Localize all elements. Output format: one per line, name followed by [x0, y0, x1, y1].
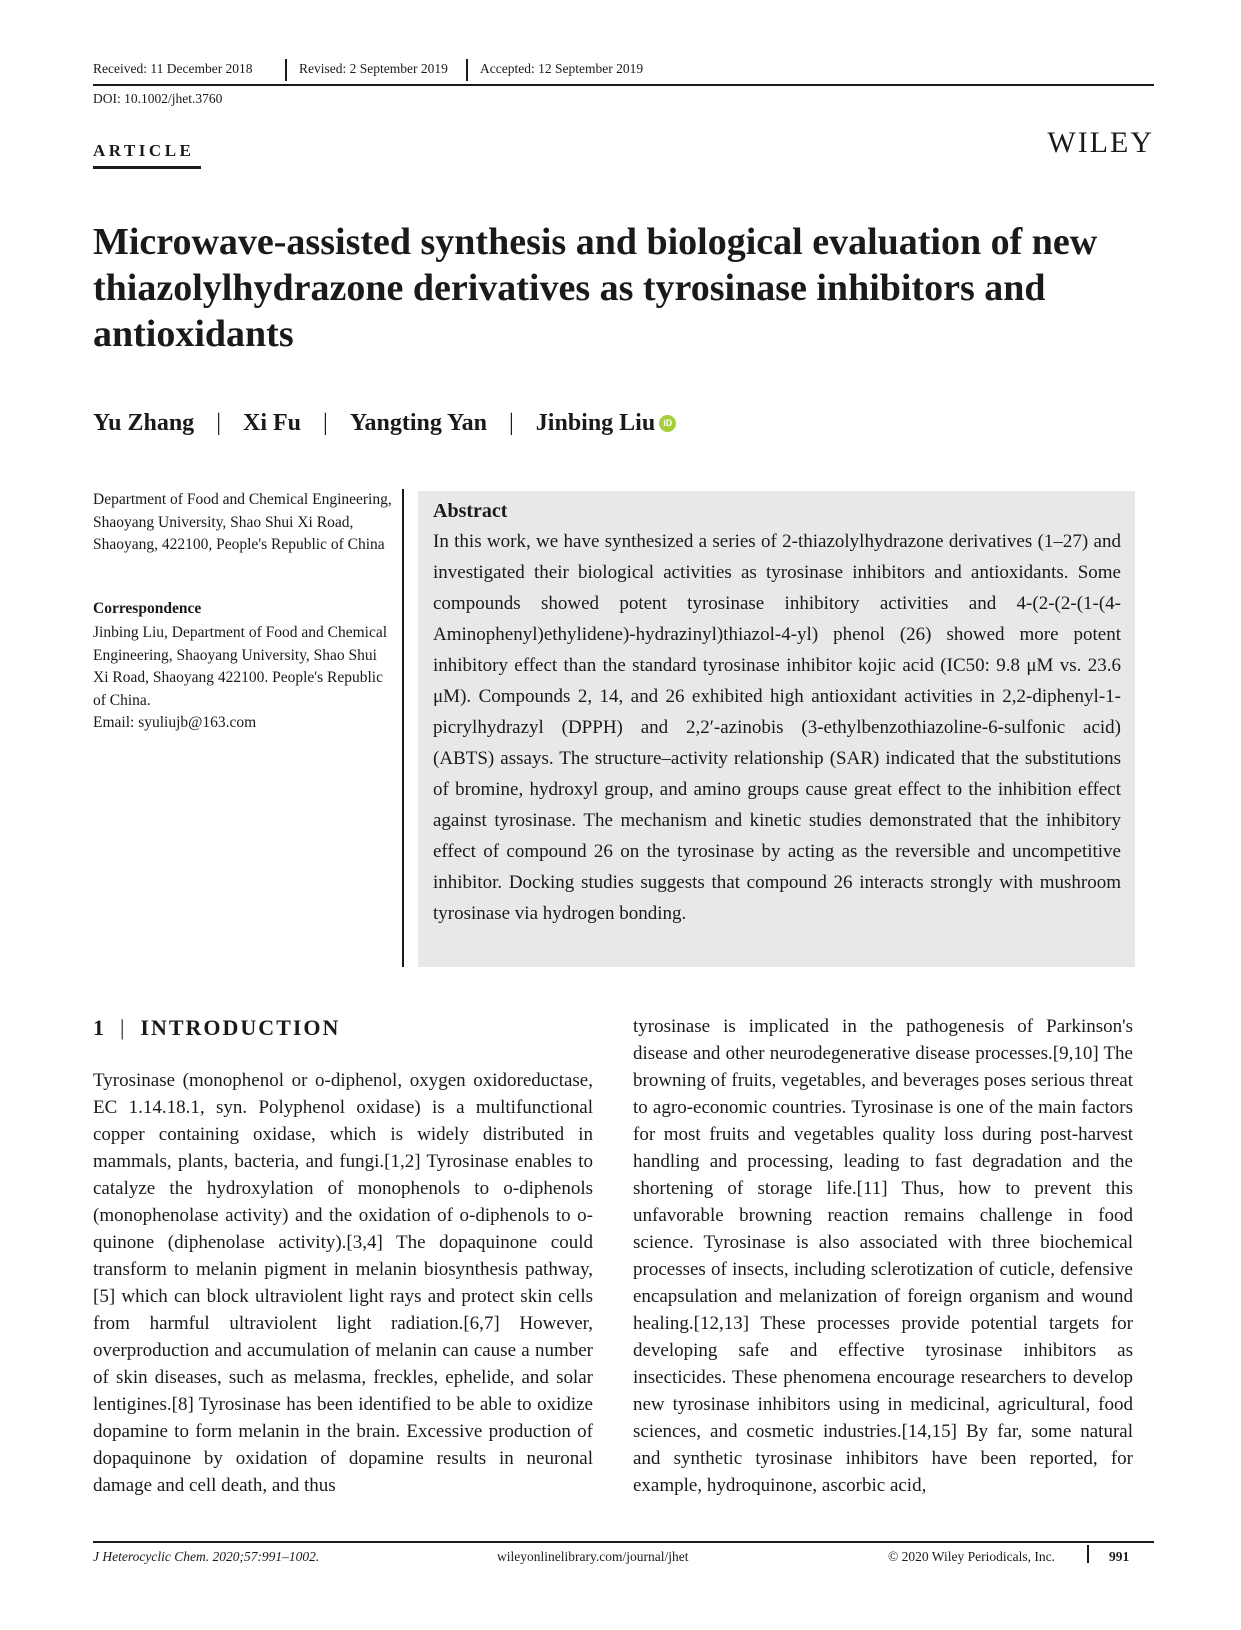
revised-date: Revised: 2 September 2019 [299, 61, 448, 76]
footer-copyright: © 2020 Wiley Periodicals, Inc. [888, 1549, 1055, 1564]
section-separator: | [120, 1015, 127, 1040]
correspondence-email[interactable]: Email: syuliujb@163.com [93, 714, 257, 731]
section-heading [93, 1015, 340, 1041]
author-name[interactable]: Xi Fu [243, 410, 302, 436]
affiliation: Department of Food and Chemical Engineering, Shaoyang University, Shao Shui Xi Road, Shaoyang, 422100, People's Republic of China [93, 491, 392, 553]
page-number: 991 [1109, 1549, 1130, 1564]
author-list [93, 410, 676, 437]
author-separator: | [508, 410, 514, 436]
author-name[interactable]: Jinbing Liu [535, 410, 656, 436]
paper-title: Microwave-assisted synthesis and biological evaluation of new thiazolylhydrazone derivatives as tyrosinase inhibitors and antioxidants [93, 221, 1098, 355]
section-title: INTRODUCTION [140, 1015, 341, 1040]
author-separator: | [216, 410, 221, 436]
received-date: Received: 11 December 2018 [93, 61, 253, 76]
column-divider [402, 489, 404, 967]
correspondence-heading: Correspondence [93, 600, 202, 617]
author-separator: | [323, 410, 328, 436]
article-type-label: ARTICLE [93, 141, 195, 160]
intro-right-column: tyrosinase is implicated in the pathogenesis of Parkinson's disease and other neurodegenerative disease processes.[9,10] The browning of fruits, vegetables, and beverages poses serious threat to agro-economic countries. Tyrosinase is one of the main factors for most fruits and vegetables quality loss during post-harvest handling and processing, leading to fast degradation and the shortening of storage life.[11] Thus, how to prevent this unfavorable browning reaction remains challenge in food science. Tyrosinase is also associated with three biochemical processes of insects, including sclerotization of cuticle, defensive encapsulation and melanization of foreign organism and wound healing.[12,13] These processes provide potential targets for developing safe and effective tyrosinase inhibitors as insecticides. These phenomena encourage researchers to develop new tyrosinase inhibitors using in medicinal, agricultural, food sciences, and cosmetic industries.[14,15] By far, some natural and synthetic tyrosinase inhibitors have been reported, for example, hydroquinone, ascorbic acid, [633, 1016, 1133, 1496]
accepted-date: Accepted: 12 September 2019 [480, 61, 644, 76]
abstract-text: In this work, we have synthesized a series of 2-thiazolylhydrazone derivatives (1–27) and investigated their biological activities as tyrosinase inhibitors and antioxidants. Some compounds showed potent tyrosinase inhibitory activities and 4-(2-(2-(1-(4-Aminophenyl)ethylidene)-hydrazinyl)thiazol-4-yl) phenol (26) showed more potent inhibitory effect than the standard tyrosinase inhibitor kojic acid (IC50: 9.8 μM vs. 23.6 μM). Compounds 2, 14, and 26 exhibited high antioxidant activities in 2,2-diphenyl-1-picrylhydrazyl (DPPH) and 2,2′-azinobis (3-ethylbenzothiazoline-6-sulfonic acid) (ABTS) assays. The structure–activity relationship (SAR) indicated that the substitutions of bromine, hydroxyl group, and amino groups cause great effect to the inhibition effect against tyrosinase. The mechanism and kinetic studies demonstrated that the inhibitory effect of compound 26 on the tyrosinase by acting as the reversible and uncompetitive inhibitor. Docking studies suggests that compound 26 interacts strongly with mushroom tyrosinase via hydrogen bonding. [433, 531, 1121, 924]
author-name[interactable]: Yangting Yan [349, 410, 487, 436]
intro-left-column: Tyrosinase (monophenol or o-diphenol, oxygen oxidoreductase, EC 1.14.18.1, syn. Polyphenol oxidase) is a multifunctional copper containing oxidase, which is widely distributed in mammals, plants, bacteria, and fungi.[1,2] Tyrosinase enables to catalyze the hydroxylation of monophenols to o-diphenols (monophenolase activity) and the oxidation of o-diphenols to o-quinone (diphenolase activity).[3,4] The dopaquinone could transform to melanin pigment in melanin biosynthesis pathway,[5] which can block ultraviolent light rays and protect skin cells from harmful ultraviolent light radiation.[6,7] However, overproduction and accumulation of melanin can cause a number of skin diseases, such as melasma, freckles, ephelide, and solar lentigines.[8] Tyrosinase has been identified to be able to oxidize dopamine to form melanin in the brain. Excessive production of dopaquinone by oxidation of dopamine results in neuronal damage and cell death, and thus [93, 1070, 593, 1496]
article-label-underline [93, 166, 201, 169]
correspondence-text: Jinbing Liu, Department of Food and Chemical Engineering, Shaoyang University, Shao Shui Xi Road, Shaoyang 422100. People's Republic of China. [93, 624, 388, 709]
footer-journal: J Heterocyclic Chem. 2020;57:991–1002. [93, 1549, 320, 1564]
wiley-logo: WILEY [1047, 126, 1154, 159]
header-divider [285, 59, 287, 81]
correspondence-block [93, 622, 393, 735]
author-name[interactable]: Yu Zhang [93, 410, 195, 436]
section-number: 1 [93, 1015, 106, 1040]
header-divider [466, 59, 468, 81]
footer-divider [1087, 1545, 1089, 1563]
abstract-heading: Abstract [433, 500, 508, 522]
orcid-icon[interactable]: iD [659, 415, 676, 432]
footer-url[interactable]: wileyonlinelibrary.com/journal/jhet [497, 1549, 689, 1564]
footer-rule [93, 1541, 1154, 1543]
doi-link[interactable]: DOI: 10.1002/jhet.3760 [93, 91, 223, 106]
header-rule [93, 84, 1154, 86]
